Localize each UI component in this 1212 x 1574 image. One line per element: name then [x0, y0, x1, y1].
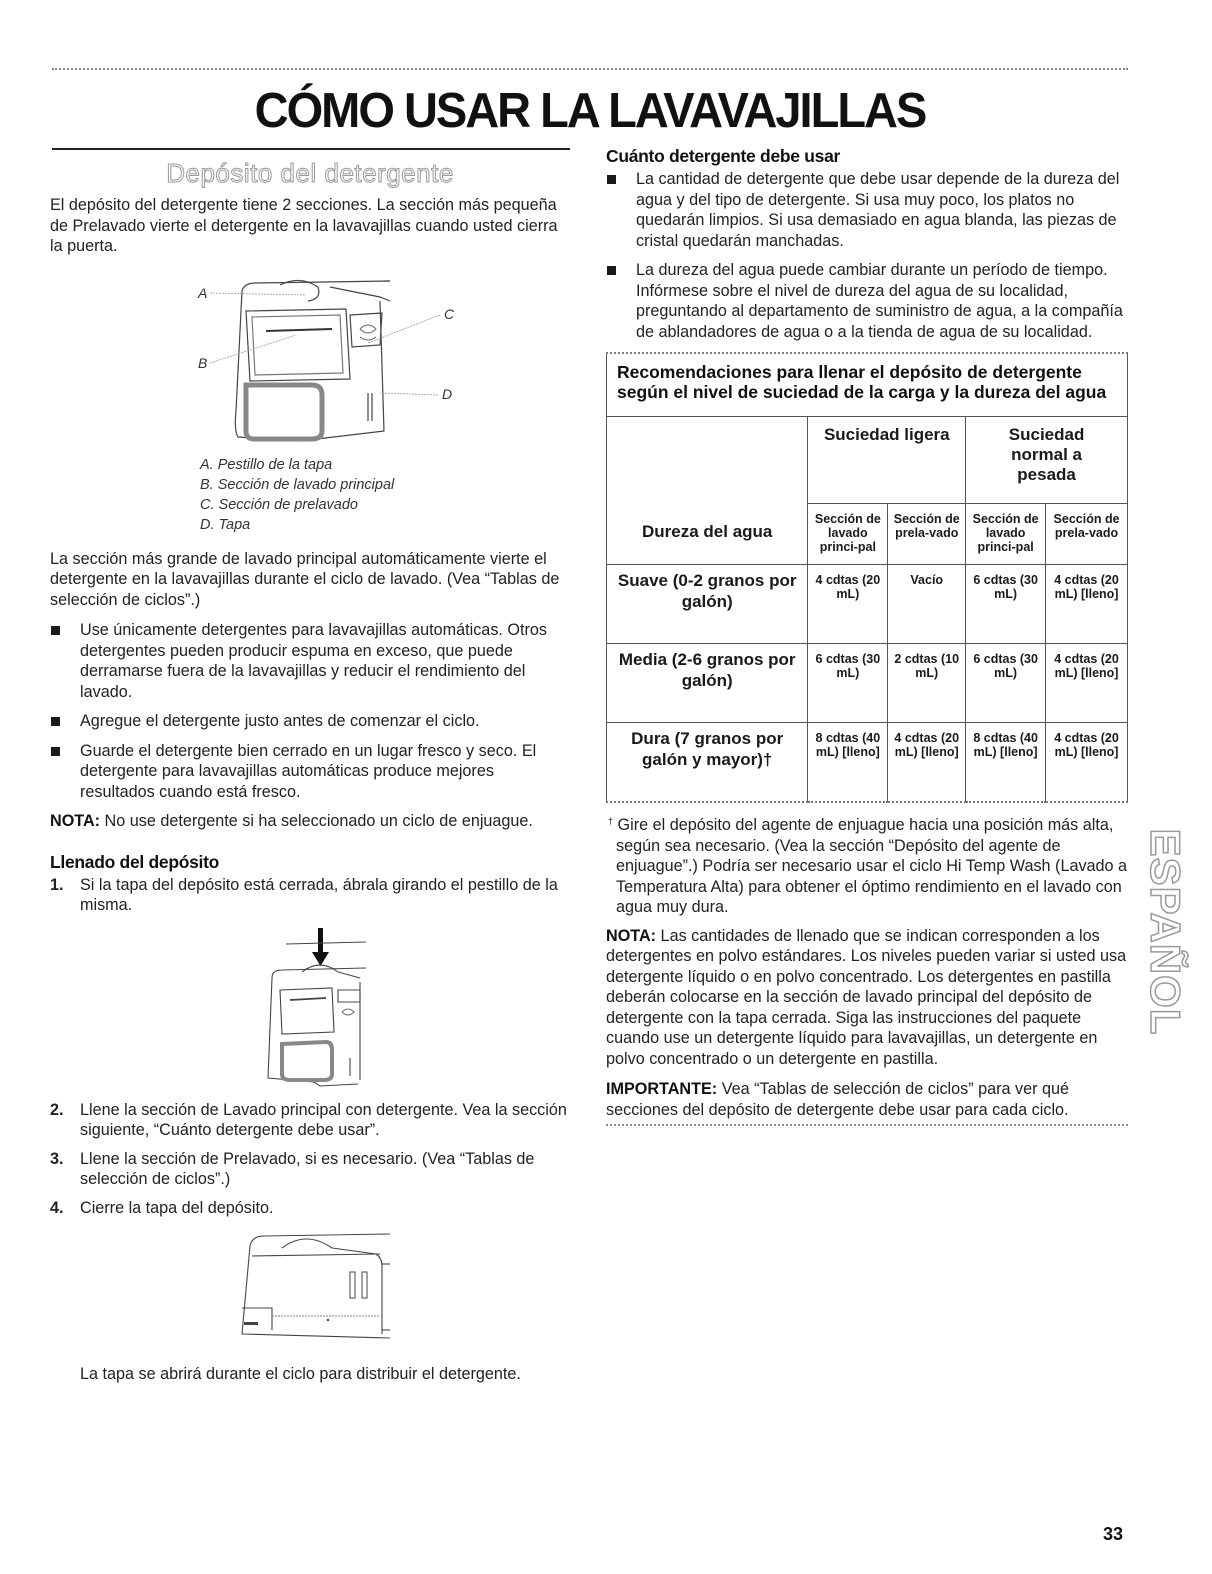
recommendation-table — [606, 354, 1128, 803]
bullet-square-icon — [607, 175, 616, 184]
bullet-square-icon — [51, 717, 60, 726]
language-side-tab — [1140, 812, 1190, 1052]
value-cell: 4 cdtas (20 mL) — [808, 565, 888, 644]
table-footnote: † Gire el depósito del agente de enjuague hacia una posición más alta, según sea necesario. (Vea la sección “Depósito del agente de enjuague”.) Podría ser necesario usar el ciclo Hi Temp Wash (Lavado a Temperatura Alta) para obtener el óptimo rendimiento en el lavado con agua muy dura. — [608, 816, 1128, 916]
section-title: Depósito del detergente — [166, 158, 454, 188]
amount-tips-list — [606, 169, 1128, 342]
step-item: 4. Cierre la tapa del depósito. — [50, 1198, 274, 1217]
row-header-label: Dureza del agua — [607, 417, 808, 565]
list-item: Agregue el detergente justo antes de comenzar el ciclo. — [50, 711, 570, 732]
callout-c: C — [444, 305, 455, 322]
detergent-tips-list — [50, 620, 570, 802]
value-cell: 8 cdtas (40 mL) [lleno] — [808, 723, 888, 803]
callout-d: D — [442, 385, 453, 402]
caption-b: B. Sección de lavado principal — [200, 476, 395, 493]
closing-paragraph: La tapa se abrirá durante el ciclo para distribuir el detergente. — [80, 1365, 521, 1383]
lid-closed-icon — [50, 1230, 570, 1348]
page-title: CÓMO USAR LA LAVAVAJILLAS — [254, 81, 926, 138]
sub-header-main-wash: Sección de lavado princi-pal — [808, 504, 888, 565]
fill-amount-note: NOTA: Las cantidades de llenado que se indican corresponden a los detergentes en polvo estándares. Los niveles pueden variar si usted usa detergente líquido o en polvo concentrado. Los detergentes en pastilla deberán colocarse en la sección de lavado principal del depósito de detergente con la tapa cerrada. Siga las instrucciones del paquete cuando use un detergente líquido para lavavajillas, un detergente en polvo concentrado o un detergente en pastilla. — [606, 926, 1127, 1068]
list-item: Guarde el detergente bien cerrado en un lugar fresco y seco. El detergente para lavavajillas automáticas produce mejores resultados cuando está fresco. — [50, 741, 570, 803]
dispenser-diagram-icon — [50, 271, 570, 451]
list-item: La cantidad de detergente que debe usar depende de la dureza del agua y del tipo de detergente. Si usa muy poco, los platos no quedarán limpios. Si usa demasiado en agua blanda, las piezas de cristal quedarán manchadas. — [606, 169, 1128, 251]
sub-header-prewash: Sección de prela-vado — [888, 504, 966, 565]
important-note: IMPORTANTE: Vea “Tablas de selección de ciclos” para ver qué secciones del depósito de detergente debe usar para cada ciclo. — [606, 1080, 1070, 1119]
table-row — [607, 644, 1128, 723]
table-row — [607, 723, 1128, 803]
section-end-rule — [606, 1124, 1128, 1126]
table-title: Recomendaciones para llenar el depósito de detergente según el nivel de suciedad de la carga y la dureza del agua — [607, 354, 1128, 417]
list-item: Use únicamente detergentes para lavavajillas automáticas. Otros detergentes pueden producir espuma en exceso, que puede derramarse fuera de la lavavajillas y reducir el rendimiento del lavado. — [50, 620, 570, 702]
rinse-note: NOTA: No use detergente si ha seleccionado un ciclo de enjuague. — [50, 812, 533, 830]
fill-heading: Llenado del depósito — [50, 851, 220, 872]
value-cell: 6 cdtas (30 mL) — [808, 644, 888, 723]
callout-a: A — [198, 284, 208, 301]
recommendation-table-wrapper — [606, 352, 1128, 803]
fill-steps — [50, 875, 570, 916]
step-item: 1. Si la tapa del depósito está cerrada, ábrala girando el pestillo de la misma. — [50, 875, 558, 914]
callout-b: B — [198, 354, 208, 371]
lid-closed-diagram — [50, 1230, 570, 1348]
section-rule — [52, 148, 570, 150]
value-cell: 8 cdtas (40 mL) [lleno] — [966, 723, 1046, 803]
fill-steps-continued — [50, 1100, 570, 1219]
caption-c: C. Sección de prelavado — [200, 496, 358, 513]
group-header-light: Suciedad ligera — [808, 417, 966, 504]
value-cell: 6 cdtas (30 mL) — [966, 565, 1046, 644]
value-cell: 6 cdtas (30 mL) — [966, 644, 1046, 723]
value-cell: 2 cdtas (10 mL) — [888, 644, 966, 723]
caption-d: D. Tapa — [200, 516, 251, 533]
amount-heading: Cuánto detergente debe usar — [606, 146, 841, 166]
bullet-square-icon — [51, 626, 60, 635]
sub-header-main-wash: Sección de lavado princi-pal — [966, 504, 1046, 565]
value-cell: 4 cdtas (20 mL) [lleno] — [1046, 565, 1128, 644]
page-number: 33 — [1103, 1524, 1124, 1544]
value-cell: 4 cdtas (20 mL) [lleno] — [888, 723, 966, 803]
group-header-heavy: Suciedad normal a pesada — [966, 417, 1128, 504]
list-item: La dureza del agua puede cambiar durante un período de tiempo. Infórmese sobre el nivel de dureza del agua de su localidad, preguntando al departamento de suministro de agua, a la compañía de ablandadores de agua o a la tienda de agua de su localidad. — [606, 260, 1128, 342]
top-dotted-rule — [52, 68, 1128, 70]
latch-diagram-icon — [50, 928, 570, 1088]
caption-a: A. Pestillo de la tapa — [200, 456, 333, 473]
step-item: 2. Llene la sección de Lavado principal con detergente. Vea la sección siguiente, “Cuánto detergente debe usar”. — [50, 1100, 567, 1139]
value-cell: Vacío — [888, 565, 966, 644]
value-cell: 4 cdtas (20 mL) [lleno] — [1046, 723, 1128, 803]
hardness-cell: Dura (7 granos por galón y mayor)† — [607, 723, 808, 803]
bullet-square-icon — [51, 747, 60, 756]
intro-paragraph: El depósito del detergente tiene 2 secciones. La sección más pequeña de Prelavado vierte el detergente en la lavavajillas cuando usted cierra la puerta. — [50, 196, 558, 255]
value-cell: 4 cdtas (20 mL) [lleno] — [1046, 644, 1128, 723]
dispenser-open-diagram — [50, 271, 570, 451]
left-column — [50, 148, 570, 1385]
side-tab-label: ESPAÑOL — [1142, 828, 1189, 1036]
sub-header-prewash: Sección de prela-vado — [1046, 504, 1128, 565]
right-column — [606, 146, 1128, 1126]
bullet-square-icon — [607, 266, 616, 275]
table-row — [607, 565, 1128, 644]
main-wash-paragraph: La sección más grande de lavado principal automáticamente vierte el detergente en la lavavajillas durante el ciclo de lavado. (Vea “Tablas de selección de ciclos”.) — [50, 549, 560, 609]
figure-captions — [200, 455, 570, 535]
step-item: 3. Llene la sección de Prelavado, si es necesario. (Vea “Tablas de selección de ciclos”.) — [50, 1149, 535, 1188]
hardness-cell: Media (2-6 granos por galón) — [607, 644, 808, 723]
hardness-cell: Suave (0-2 granos por galón) — [607, 565, 808, 644]
latch-open-diagram — [50, 928, 570, 1088]
